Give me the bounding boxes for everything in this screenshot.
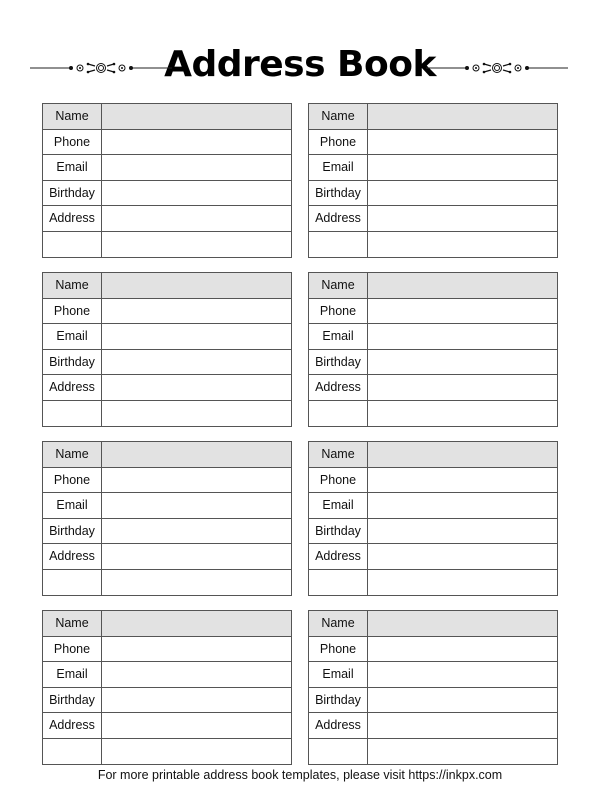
field-value-address[interactable]: [102, 375, 291, 400]
card-row-email: [309, 155, 557, 181]
field-value-birthday[interactable]: [368, 519, 557, 544]
field-value-name[interactable]: [368, 273, 557, 298]
field-value-email[interactable]: [102, 155, 291, 180]
field-value-extra[interactable]: [102, 232, 291, 258]
card-row-extra: [309, 232, 557, 258]
card-row-email: [43, 155, 291, 181]
field-label: Address: [43, 544, 102, 569]
field-label: Name: [309, 273, 368, 298]
field-label: Name: [309, 442, 368, 467]
address-card: [42, 441, 292, 596]
address-card: [308, 610, 558, 765]
card-row-name: [43, 611, 291, 637]
card-row-phone: [309, 468, 557, 494]
address-card: [42, 272, 292, 427]
field-value-birthday[interactable]: [102, 350, 291, 375]
field-label: Phone: [309, 637, 368, 662]
field-label: Phone: [43, 637, 102, 662]
field-value-name[interactable]: [102, 104, 291, 129]
field-label: Name: [43, 442, 102, 467]
field-value-phone[interactable]: [102, 299, 291, 324]
field-value-email[interactable]: [102, 662, 291, 687]
field-label: Birthday: [309, 181, 368, 206]
field-value-address[interactable]: [102, 544, 291, 569]
field-label: Address: [43, 713, 102, 738]
address-card: [42, 103, 292, 258]
card-row-address: [309, 544, 557, 570]
card-row-name: [309, 104, 557, 130]
field-value-birthday[interactable]: [368, 688, 557, 713]
field-value-phone[interactable]: [368, 637, 557, 662]
card-row-name: [309, 442, 557, 468]
field-label: Email: [43, 493, 102, 518]
card-row-address: [309, 713, 557, 739]
field-value-phone[interactable]: [102, 637, 291, 662]
field-label: Address: [43, 206, 102, 231]
field-label: Birthday: [309, 350, 368, 375]
field-value-birthday[interactable]: [102, 519, 291, 544]
field-label: Email: [43, 324, 102, 349]
field-value-email[interactable]: [102, 324, 291, 349]
card-row-birthday: [43, 181, 291, 207]
field-value-phone[interactable]: [368, 130, 557, 155]
address-card: [308, 272, 558, 427]
card-row-email: [309, 324, 557, 350]
card-row-phone: [43, 637, 291, 663]
field-value-name[interactable]: [102, 273, 291, 298]
field-label: Email: [309, 155, 368, 180]
field-label: Birthday: [43, 519, 102, 544]
field-label: [43, 570, 102, 596]
field-value-birthday[interactable]: [102, 181, 291, 206]
field-value-name[interactable]: [102, 611, 291, 636]
field-label: Phone: [309, 130, 368, 155]
field-value-email[interactable]: [368, 493, 557, 518]
address-card: [308, 103, 558, 258]
field-value-address[interactable]: [102, 713, 291, 738]
field-label: Birthday: [43, 350, 102, 375]
card-row-extra: [43, 570, 291, 596]
card-row-phone: [43, 299, 291, 325]
card-row-address: [309, 206, 557, 232]
field-value-email[interactable]: [102, 493, 291, 518]
card-row-phone: [43, 468, 291, 494]
field-label: Name: [309, 104, 368, 129]
field-label: Address: [43, 375, 102, 400]
card-row-phone: [43, 130, 291, 156]
field-label: [309, 570, 368, 596]
card-row-birthday: [309, 350, 557, 376]
field-value-name[interactable]: [368, 104, 557, 129]
card-row-email: [43, 493, 291, 519]
card-row-extra: [309, 401, 557, 427]
field-value-extra[interactable]: [368, 739, 557, 765]
address-card: [308, 441, 558, 596]
field-label: Phone: [43, 468, 102, 493]
field-label: Phone: [43, 130, 102, 155]
card-row-name: [43, 104, 291, 130]
card-row-email: [309, 493, 557, 519]
card-row-birthday: [43, 519, 291, 545]
field-label: [43, 401, 102, 427]
ornament-left-icon: [30, 61, 172, 75]
field-label: Phone: [43, 299, 102, 324]
card-row-name: [43, 273, 291, 299]
card-row-extra: [309, 570, 557, 596]
field-value-birthday[interactable]: [102, 688, 291, 713]
field-value-address[interactable]: [368, 206, 557, 231]
card-row-extra: [43, 401, 291, 427]
card-row-birthday: [309, 688, 557, 714]
field-label: Address: [309, 544, 368, 569]
field-label: Email: [43, 155, 102, 180]
field-label: Address: [309, 206, 368, 231]
field-label: Name: [43, 611, 102, 636]
card-row-name: [43, 442, 291, 468]
field-value-name[interactable]: [368, 442, 557, 467]
card-row-phone: [309, 299, 557, 325]
card-row-birthday: [309, 519, 557, 545]
field-value-phone[interactable]: [368, 299, 557, 324]
card-row-phone: [309, 130, 557, 156]
field-label: Birthday: [309, 519, 368, 544]
card-row-email: [43, 324, 291, 350]
page-title-text: Address Book: [158, 44, 442, 85]
field-value-extra[interactable]: [368, 570, 557, 596]
field-label: Email: [309, 493, 368, 518]
card-row-birthday: [43, 350, 291, 376]
field-value-address[interactable]: [102, 206, 291, 231]
card-row-phone: [309, 637, 557, 663]
card-row-birthday: [309, 181, 557, 207]
field-label: [309, 739, 368, 765]
card-row-address: [43, 544, 291, 570]
card-row-name: [309, 273, 557, 299]
card-row-extra: [43, 739, 291, 765]
field-label: Name: [309, 611, 368, 636]
field-label: Email: [309, 324, 368, 349]
field-value-email[interactable]: [368, 155, 557, 180]
field-value-address[interactable]: [368, 375, 557, 400]
card-row-email: [309, 662, 557, 688]
field-value-extra[interactable]: [102, 570, 291, 596]
field-label: Name: [43, 273, 102, 298]
field-value-birthday[interactable]: [368, 181, 557, 206]
ornament-right-icon: [426, 61, 568, 75]
card-row-address: [43, 206, 291, 232]
field-label: Birthday: [43, 688, 102, 713]
field-value-address[interactable]: [368, 713, 557, 738]
field-value-extra[interactable]: [102, 739, 291, 765]
field-label: [309, 401, 368, 427]
field-label: Address: [309, 375, 368, 400]
field-label: Name: [43, 104, 102, 129]
card-row-extra: [309, 739, 557, 765]
card-row-name: [309, 611, 557, 637]
field-label: Phone: [309, 299, 368, 324]
card-row-address: [43, 375, 291, 401]
field-value-name[interactable]: [368, 611, 557, 636]
field-value-birthday[interactable]: [368, 350, 557, 375]
field-value-phone[interactable]: [368, 468, 557, 493]
address-card: [42, 610, 292, 765]
field-value-phone[interactable]: [102, 468, 291, 493]
card-row-address: [309, 375, 557, 401]
card-row-address: [43, 713, 291, 739]
field-label: Birthday: [43, 181, 102, 206]
field-value-extra[interactable]: [368, 232, 557, 258]
field-value-phone[interactable]: [102, 130, 291, 155]
field-label: Birthday: [309, 688, 368, 713]
field-value-extra[interactable]: [368, 401, 557, 427]
field-label: [43, 739, 102, 765]
field-label: Email: [309, 662, 368, 687]
field-value-extra[interactable]: [102, 401, 291, 427]
field-value-address[interactable]: [368, 544, 557, 569]
field-value-email[interactable]: [368, 324, 557, 349]
field-label: [43, 232, 102, 258]
field-label: Address: [309, 713, 368, 738]
card-row-birthday: [43, 688, 291, 714]
field-value-name[interactable]: [102, 442, 291, 467]
field-label: Phone: [309, 468, 368, 493]
card-row-email: [43, 662, 291, 688]
field-value-email[interactable]: [368, 662, 557, 687]
card-row-extra: [43, 232, 291, 258]
footer-note: For more printable address book templates, please visit https://inkpx.com: [97, 768, 503, 782]
field-label: Email: [43, 662, 102, 687]
field-label: [309, 232, 368, 258]
